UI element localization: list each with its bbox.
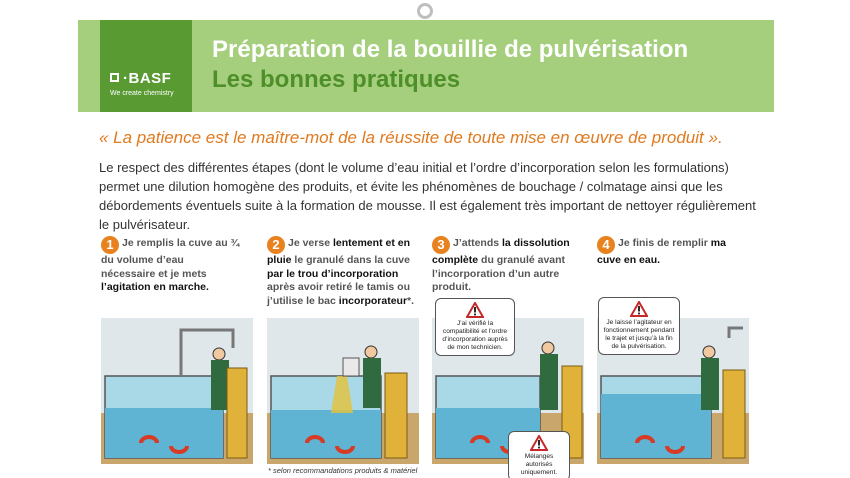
step-2-text-run: après avoir retiré le tamis ou j’utilise le bac [267, 281, 410, 307]
step-2-text-run: lentement et en pluie [267, 237, 410, 266]
warning-icon [466, 302, 484, 318]
brand-name: BASF [128, 70, 172, 87]
step-2-text-run: incorporateur [338, 294, 408, 307]
callout-agitator-text: Je laisse l’agitateur en fonctionnement pendant le trajet et jusqu’à la fin de la pulvérisation. [603, 319, 675, 350]
step-3-text-run: du granulé avant l’incorporation d’un autre produit. [432, 254, 566, 293]
quote: « La patience est le maître-mot de la réussite de toute mise en œuvre de produit ». [99, 128, 723, 147]
intro-paragraph: Le respect des différentes étapes (dont le volume d’eau initial et l’ordre d’incorporation selon les formulations) permet une dilution homogène des produits, et évite les phénomènes de bouchage / colmatage ainsi que les débordements éventuels suite à la formation de mousse. Il est également très important de nettoyer régulièrement le pulvérisateur. [99, 160, 756, 232]
basf-logo: ·BASF We create chemistry [100, 20, 192, 112]
callout-authorized-mixes [508, 431, 570, 478]
step-4-text [597, 236, 737, 268]
step-3-number-badge: 3 [432, 236, 450, 254]
step-1-text-run: Je remplis la cuve au ¾ du volume d’eau nécessaire et je mets [101, 237, 240, 280]
footnote: * selon recommandations produits & matériel [268, 466, 418, 475]
scene-1-illustration [101, 318, 253, 464]
brand-tagline: We create chemistry [110, 90, 174, 97]
step-1-number-badge: 1 [101, 236, 119, 254]
step-2-text-run: le granulé dans la cuve [291, 254, 410, 266]
step-3-text [432, 236, 572, 295]
step-1-text-run: l’agitation en marche. [101, 281, 209, 293]
step-1-text [101, 236, 241, 295]
step-4-number-badge: 4 [597, 236, 615, 254]
step-2-number-badge: 2 [267, 236, 285, 254]
warning-icon [530, 435, 548, 451]
scene-2-illustration [267, 318, 419, 464]
logo-square-icon [110, 73, 119, 82]
step-2-text-run: *. [407, 294, 415, 307]
page-title: Préparation de la bouillie de pulvérisation [212, 36, 689, 63]
step-2-text [267, 236, 415, 308]
callout-compatibility-text: J’ai vérifié la compatibilité et l’ordre d’incorporation auprès de mon technicien. [442, 320, 508, 351]
hang-hole [417, 3, 433, 19]
step-3-text-run: J’attends [453, 237, 503, 249]
callout-agitator [598, 297, 680, 355]
callout-compatibility [435, 298, 515, 356]
step-2-text-run: par le trou d’incorporation [267, 267, 399, 280]
step-2-text-run: Je verse [288, 237, 333, 249]
step-3-text-run: la dissolution complète [432, 237, 570, 266]
callout-authorized-mixes-text: Mélanges autorisés uniquement. [520, 453, 558, 476]
step-4-text-run: Je finis de remplir [618, 237, 711, 249]
page-subtitle: Les bonnes pratiques [212, 66, 461, 93]
step-4-text-run: ma cuve en eau. [597, 237, 726, 266]
warning-icon [630, 301, 648, 317]
